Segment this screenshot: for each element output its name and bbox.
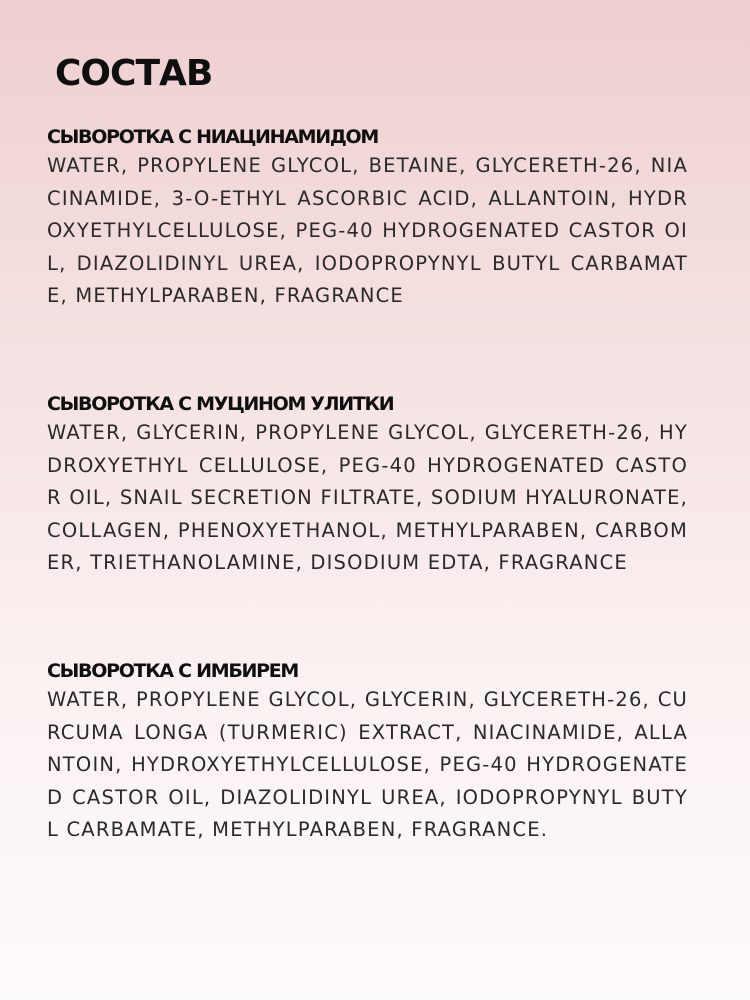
ingredients-list: WATER, GLYCERIN, PROPYLENE GLYCOL, GLYCERETH-26, HYDROXYETHYL CELLULOSE, PEG-40 HYDROGENATED CASTOR OIL, SNAIL SECRETION FILTRATE, SODIUM HYALURONATE, COLLAGEN, PHENOXYETHANOL, METHYLPARABEN, CARBOMER, TRIETHANOLAMINE, DISODIUM EDTA, FRAGRANCE bbox=[47, 421, 688, 574]
page-title: СОСТАВ bbox=[55, 53, 213, 94]
section-ginger-serum bbox=[47, 658, 688, 847]
section-heading: СЫВОРОТКА С МУЦИНОМ УЛИТКИ bbox=[47, 393, 394, 415]
ingredients-list: WATER, PROPYLENE GLYCOL, GLYCERIN, GLYCERETH-26, CURCUMA LONGA (TURMERIC) EXTRACT, NIACINAMIDE, ALLANTOIN, HYDROXYETHYLCELLULOSE, PEG-40 HYDROGENATED CASTOR OIL, DIAZOLIDINYL UREA, IODOPROPYNYL BUTYL CARBAMATE, METHYLPARABEN, FRAGRANCE. bbox=[47, 688, 688, 841]
section-niacinamide-serum bbox=[47, 124, 688, 313]
ingredients-list: WATER, PROPYLENE GLYCOL, BETAINE, GLYCERETH-26, NIACINAMIDE, 3-O-ETHYL ASCORBIC ACID, ALLANTOIN, HYDROXYETHYLCELLULOSE, PEG-40 HYDROGENATED CASTOR OIL, DIAZOLIDINYL UREA, IODOPROPYNYL BUTYL CARBAMATE, METHYLPARABEN, FRAGRANCE bbox=[47, 154, 688, 307]
section-heading: СЫВОРОТКА С ИМБИРЕМ bbox=[47, 660, 299, 682]
section-snail-mucin-serum bbox=[47, 391, 688, 580]
section-heading: СЫВОРОТКА С НИАЦИНАМИДОМ bbox=[47, 126, 378, 148]
